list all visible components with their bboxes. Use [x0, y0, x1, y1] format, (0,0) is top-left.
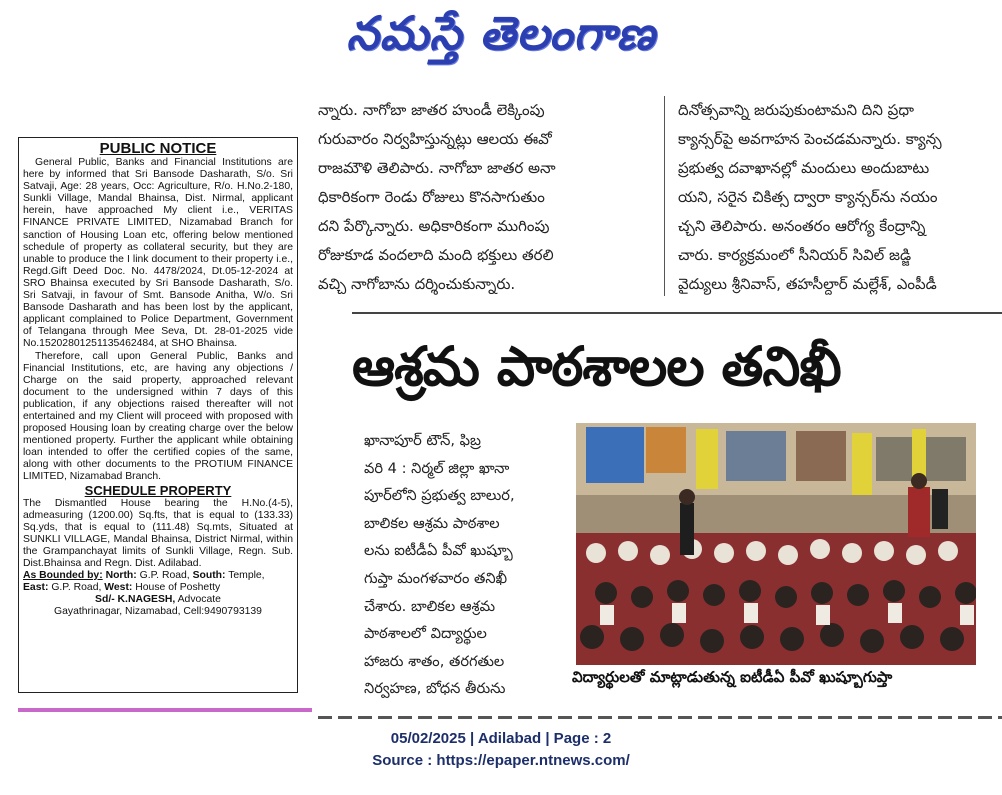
text-line: ప్రభుత్వ దవాఖానల్లో మందులు అందుబాటు: [678, 159, 930, 177]
schedule-title: SCHEDULE PROPERTY: [84, 482, 232, 498]
headline: ఆశ్రమ పాఠశాలల తనిఖీ: [352, 335, 841, 398]
text-line: గురువారం నిర్వహిస్తున్నట్లు ఆలయ ఈవో: [318, 130, 552, 148]
south-value: Temple,: [228, 570, 265, 582]
bounded-label: As Bounded by:: [23, 570, 103, 582]
news-photo: [576, 423, 976, 665]
east-label: East:: [23, 582, 49, 594]
text-line: రాజమౌళి తెలిపారు. నాగోబా జాతర అనా: [318, 159, 556, 177]
article-column-left: [318, 96, 656, 299]
signatory-name: Sd/- K.NAGESH,: [95, 594, 176, 606]
text-line: వైద్యులు శ్రీనివాస్, తహసీల్దార్ మల్లేశ్, ఎంపీడీ: [678, 275, 937, 293]
text-line: దని పేర్కొన్నారు. అధికారికంగా ముగింపు: [318, 217, 550, 235]
south-label: South:: [192, 570, 226, 582]
public-notice: [18, 137, 298, 693]
text-line: నిర్వహణ, బోధన తీరును: [364, 680, 506, 698]
text-line: పాఠశాలలో విద్యార్థుల: [364, 625, 487, 643]
text-line: లను ఐటీడీఏ పీవో ఖుష్బూ: [364, 542, 513, 560]
west-label: West:: [104, 582, 133, 594]
article-column-right: [678, 96, 1002, 299]
text-line: క్యాన్సర్‌పై అవగాహన పెంచడమన్నారు. క్యాన్స: [678, 130, 942, 148]
text-line: యని, సరైన చికిత్స ద్వారా క్యాన్సర్‌ను నయం: [678, 188, 938, 206]
ad-separator: [18, 708, 312, 712]
text-line: గుప్తా మంగళవారం తనిఖీ: [364, 569, 508, 587]
masthead: [0, 0, 1002, 92]
column-divider: [664, 96, 665, 296]
text-line: ఖానాపూర్ టౌన్, ఫిబ్ర: [364, 432, 482, 449]
signatory-line: [23, 594, 293, 606]
west-value: House of Poshetty: [135, 582, 221, 594]
text-line: చేశారు. బాలికల ఆశ్రమ: [364, 597, 496, 615]
students-classroom-photo: [576, 423, 976, 665]
truncated-text-line: [318, 712, 1002, 722]
footer-source: Source : https://epaper.ntnews.com/: [372, 752, 630, 769]
text-line: వచ్చి నాగోబాను దర్శించుకున్నారు.: [318, 275, 516, 293]
north-label: North:: [105, 570, 137, 582]
text-line: బాలికల ఆశ్రమ పాఠశాల: [364, 514, 500, 532]
text-line: చారు. కార్యక్రమంలో సీనియర్ సివిల్ జడ్జి: [678, 246, 912, 264]
text-line: రోజుకూడ వందలాది మంది భక్తులు తరలి: [318, 246, 554, 264]
text-line: ధికారికంగా రెండు రోజులు కొనసాగుతుం: [318, 188, 545, 206]
story-body: [364, 427, 562, 703]
page-footer: [0, 728, 1002, 772]
text-line: పూర్‌లోని ప్రభుత్వ బాలుర,: [364, 487, 515, 505]
notice-title: PUBLIC NOTICE: [99, 140, 217, 157]
schedule-paragraph: The Dismantled House bearing the H.No.(4-5), admeasuring (1200.00) Sq.fts, that is equal to (133.33) Sq.yds, that is equal to (111.48) Sq.mts, Situated at SUNKLI VILLAGE, Mandal Bhainsa, District Nirmal, within the Grampanchayat limits of Sunkli Village, Regn. Sub. Dist.Bhainsa and Regn. Dist. Adilabad.: [23, 497, 293, 569]
text-line: చ్చని తెలిపారు. అనంతరం ఆరోగ్య కేంద్రాన్ని: [678, 217, 926, 235]
footer-date-edition: 05/02/2025 | Adilabad | Page : 2: [390, 730, 612, 747]
photo-caption: విద్యార్థులతో మాట్లాడుతున్న ఐటీడీఏ పీవో ఖుష్బూగుప్తా: [572, 668, 893, 686]
east-value: G.P. Road,: [51, 582, 102, 594]
newspaper-logo: నమస్తే తెలంగాణ: [346, 6, 656, 60]
text-line: హాజరు శాతం, తరగతుల: [364, 652, 505, 670]
section-divider: [352, 312, 1002, 314]
signatory-role: Advocate: [177, 594, 221, 606]
text-line: దినోత్సవాన్ని జరుపుకుంటామని దిని ప్రధా: [678, 101, 914, 119]
text-line: వరి 4 : నిర్మల్ జిల్లా ఖానా: [364, 459, 510, 477]
north-value: G.P. Road,: [139, 570, 190, 582]
text-line: న్నారు. నాగోబా జాతర హుండీ లెక్కింపు: [318, 101, 545, 119]
notice-paragraph-1: General Public, Banks and Financial Institutions are here by informed that Sri Bansode Dasharath, S/o. Sri Satvaji, Age: 28 years, Occ: Agriculture, R/o. H.No.2-180, Sunkli Village, Mandal Bhainsa, Dist. Nirmal, applicant herein, have approached My client i.e., VERITAS FINANCE PRIVATE LIMITED, Nizamabad Branch for sanction of Housing Loan etc, offering below mentioned schedule of property as collateral security, but they are unable to produce the I link document to their property i.e., Regd.Gift Deed Doc. No. 4478/2024, Dt.05-12-2024 at SRO Bhainsa executed by Sri Bansode Dasharath, S/o. Sri Satvaji, in favour of Smt. Bansode Anitha, W/o. Sri Bansode Dasharath and has been lost by the applicant, applicant complained to Police Department, Government of Telangana through Mee Seva, Dt. 28-01-2025 vide No.15202801251135462484, at SHO Bhainsa.: [23, 157, 293, 350]
signatory-address: Gayathrinagar, Nizamabad, Cell:9490793139: [54, 606, 262, 618]
notice-paragraph-2: Therefore, call upon General Public, Banks and Financial Institutions, etc, are having any objections / Charge on the said property, approached relevant document to the undersigned within 7 days of this publication, if any objections raised thereafter will not entertained and my Client will proceed with proposed with proposed Housing loan by creating charge over the below mentioned property. Further the applicant while obtaining loan intended to offer the certified copies of the same, along with other documents to the PROTIUM FINANCE LIMITED, Nizamabad Branch.: [23, 350, 293, 483]
boundaries: [23, 570, 293, 594]
